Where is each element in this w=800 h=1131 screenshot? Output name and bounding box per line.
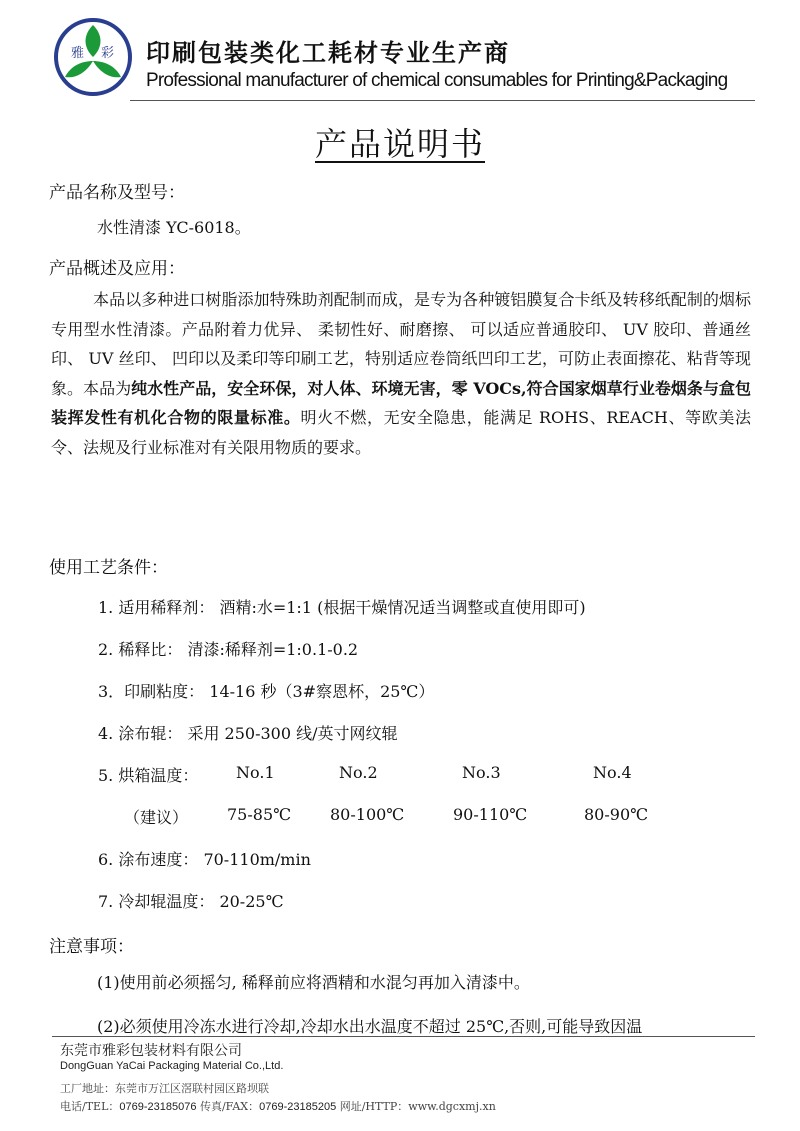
footer-address: 工厂地址：东莞市万江区滘联村园区路坝联 (60, 1082, 269, 1095)
overview-text: 本品以多种进口树脂添加特殊助剂配制而成，是专为各种镀铝膜复合卡纸及转移纸配制的烟标专用型水性清漆。产品附着力优异、 柔韧性好、耐磨擦、 可以适应普通胶印、 UV 胶印、普通丝印、 UV 丝印、 凹印以及柔印等印刷工艺，特别适应卷筒纸凹印工艺，可防止表面擦花、粘背等现象。本品为 (51, 290, 751, 398)
section-heading-process: 使用工艺条件： (49, 558, 168, 578)
header-divider (130, 100, 755, 101)
process-step-6: 6. 涂布速度： 70-110m/min (98, 850, 311, 869)
oven-zone-1: No.1 (236, 763, 275, 782)
process-step-3: 3．印刷粘度： 14-16 秒（3#察恩杯，25℃） (98, 682, 435, 701)
oven-zone-3: No.3 (462, 763, 501, 782)
tel-number: 0769-23185076 (119, 1101, 197, 1113)
note-2: (2)必须使用冷冻水进行冷却,冷却水出水温度不超过 25℃,否则,可能导致因温 (97, 1017, 643, 1036)
tel-label: 电话/TEL： (60, 1100, 120, 1113)
section-heading-notes: 注意事项： (49, 937, 134, 957)
oven-zone-4: No.4 (593, 763, 632, 782)
web-label: 网址/HTTP： (336, 1100, 409, 1113)
oven-temp-1: 75-85℃ (227, 805, 292, 824)
header-company-en: Professional manufacturer of chemical consumables for Printing&Packaging (146, 70, 728, 91)
footer-divider (52, 1036, 755, 1037)
logo-char-left: 雅 (71, 46, 85, 61)
oven-temp-3: 90-110℃ (453, 805, 528, 824)
overview-bold-text: 纯水性产品，安全环保，对人体、环境无害，零 VOCs,符合国家烟草行业卷烟条与盒包装挥发性有机化合物的限量标准。 (51, 378, 751, 427)
oven-note: （建议） (124, 808, 189, 827)
section-heading-overview: 产品概述及应用： (49, 259, 185, 279)
header-company-cn: 印刷包装类化工耗材专业生产商 (146, 39, 510, 67)
oven-label: 5. 烘箱温度： (98, 766, 199, 785)
fax-number: 0769-23185205 (259, 1101, 337, 1113)
company-logo (53, 17, 133, 97)
overview-paragraph (51, 285, 751, 462)
process-step-1: 1. 适用稀释剂： 酒精:水=1:1 (根据干燥情况适当调整或直使用即可) (98, 598, 586, 617)
oven-temp-2: 80-100℃ (330, 805, 405, 824)
fax-label: 传真/FAX： (196, 1100, 260, 1113)
oven-zone-2: No.2 (339, 763, 378, 782)
overview-tail-text: 明火不燃，无安全隐患，能满足 ROHS、REACH、等欧美法令、法规及行业标准对有关限用物质的要求。 (51, 408, 751, 457)
process-step-4: 4. 涂布辊： 采用 250-300 线/英寸网纹辊 (98, 724, 398, 743)
oven-temp-4: 80-90℃ (584, 805, 649, 824)
web-address[interactable]: www.dgcxmj.xn (408, 1100, 496, 1113)
footer-company-en: DongGuan YaCai Packaging Material Co.,Ltd. (60, 1060, 284, 1072)
product-name: 水性清漆 YC-6018。 (97, 218, 251, 237)
footer-contact (60, 1098, 496, 1114)
note-1: (1)使用前必须摇匀, 稀释前应将酒精和水混匀再加入清漆中。 (97, 973, 530, 992)
process-step-2: 2. 稀释比： 清漆:稀释剂=1:0.1-0.2 (98, 640, 359, 659)
footer-company-cn: 东莞市雅彩包装材料有限公司 (60, 1043, 242, 1059)
page-title: 产品说明书 (314, 125, 485, 163)
section-heading-name: 产品名称及型号： (49, 183, 185, 203)
process-step-7: 7. 冷却辊温度： 20-25℃ (98, 892, 284, 911)
logo-char-right: 彩 (101, 46, 115, 61)
